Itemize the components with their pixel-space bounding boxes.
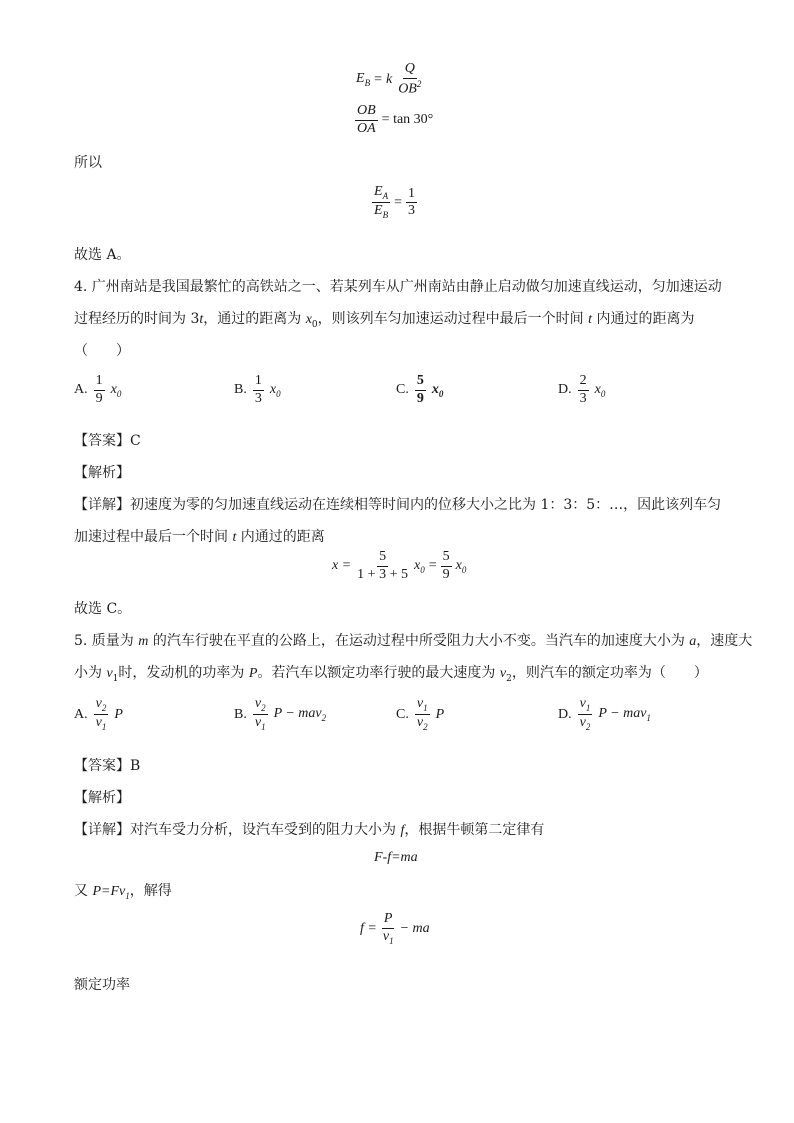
q4-stem-line2: 过程经历的时间为 3t，通过的距离为 $x_0$，则该列车匀加速运动过程中最后一个时间 t 内通过的距离为 xyxy=(74,311,695,330)
q4-option-a[interactable]: A. $\frac{1}{9}$ $x_0$ xyxy=(74,373,122,406)
q4-detail-line1: 【详解】初速度为零的匀加速直线运动在连续相等时间内的位移大小之比为 1：3：5：…，因此该列车匀 xyxy=(74,497,722,513)
conclusion-c: 故选 C。 xyxy=(74,601,132,617)
q4-answer: 【答案】C xyxy=(74,433,141,449)
rated-power-label: 额定功率 xyxy=(74,977,130,993)
q5-option-c[interactable]: C. $\frac{v_1}{v_2}$ P xyxy=(396,696,445,733)
conclusion-a: 故选 A。 xyxy=(74,247,131,263)
q5-analysis-label: 【解析】 xyxy=(74,790,130,806)
q5-option-b[interactable]: B. $\frac{v_2}{v_1}$ P − mav$_2$ xyxy=(234,696,327,733)
q5-detail-line1: 【详解】对汽车受力分析，设汽车受到的阻力大小为 f，根据牛顿第二定律有 xyxy=(74,822,545,838)
eq-eb: $E_B$ = k $\frac{Q}{OB^2}$ xyxy=(356,61,422,97)
q5-option-d[interactable]: D. $\frac{v_1}{v_2}$ P − mav$_1$ xyxy=(558,696,651,733)
q4-option-c[interactable]: C. $\frac{5}{9}$ $x_0$ xyxy=(396,373,444,406)
eq-ratio: $\frac{E_A}{E_B}$ = $\frac{1}{3}$ xyxy=(374,184,415,221)
q5-newton-eq: F-f=ma xyxy=(374,850,418,865)
q5-option-a[interactable]: A. $\frac{v_2}{v_1}$ P xyxy=(74,696,123,733)
q4-detail-line2: 加速过程中最后一个时间 t 内通过的距离 xyxy=(74,529,325,545)
eq-tan30: $\frac{OB}{OA}$ = tan 30° xyxy=(357,103,434,136)
q4-option-b[interactable]: B. $\frac{1}{3}$ $x_0$ xyxy=(234,373,281,406)
q5-power-relation: 又 $P=Fv_1$，解得 xyxy=(74,883,172,901)
q5-answer: 【答案】B xyxy=(74,758,141,774)
q4-option-d[interactable]: D. $\frac{2}{3}$ $x_0$ xyxy=(558,373,606,406)
q4-stem-line3: （ ） xyxy=(74,343,130,359)
suoyi-text: 所以 xyxy=(74,155,102,171)
q4-stem-line1: 4. 广州南站是我国最繁忙的高铁站之一、若某列车从广州南站由静止启动做匀加速直线运动，匀加速运动 xyxy=(74,279,722,295)
q5-stem-line2: 小为 $v_1$时，发动机的功率为 P。若汽车以额定功率行驶的最大速度为 $v_2$，则汽车的额定功率为（ ） xyxy=(74,665,708,684)
q4-analysis-label: 【解析】 xyxy=(74,465,130,481)
q5-stem-line1: 5. 质量为 m 的汽车行驶在平直的公路上，在运动过程中所受阻力大小不变。当汽车的加速度大小为 a，速度大 xyxy=(74,633,753,649)
q4-distance-eq: x = $\frac{5}{1 + 3 + 5}$ $x_0$ = $\frac{5}{9}$ $x_0$ xyxy=(332,549,467,582)
q5-friction-eq: f = $\frac{P}{v_1}$ − ma xyxy=(360,911,430,946)
